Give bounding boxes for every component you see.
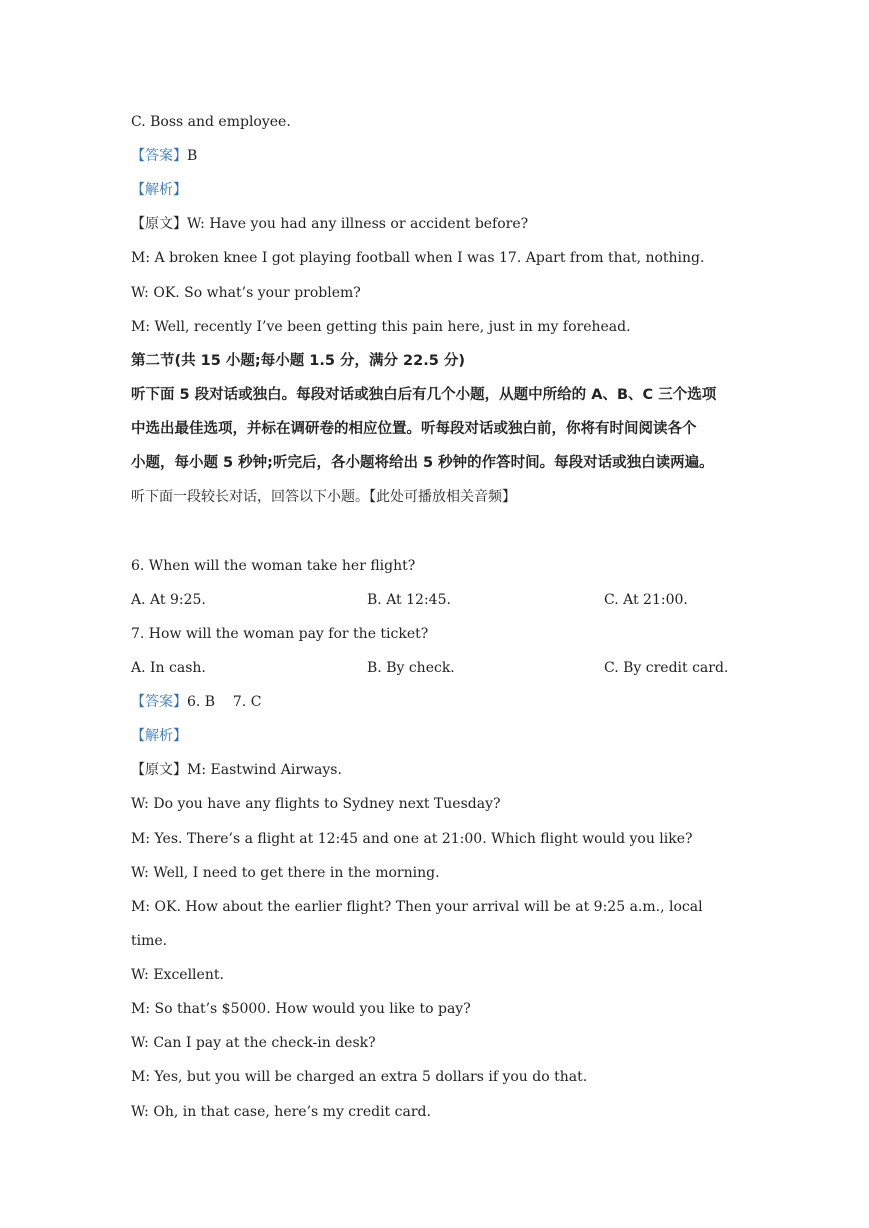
transcript-line: M: Yes. There’s a flight at 12:45 and one at 21:00. Which flight would you like? — [131, 831, 693, 847]
transcript-line-1 — [131, 214, 528, 234]
transcript-line-first — [131, 760, 342, 780]
question-option: B. At 12:45. — [367, 592, 451, 608]
transcript-text: M: Eastwind Airways. — [187, 762, 342, 778]
transcript-label: 【原文】 — [131, 216, 187, 232]
transcript-line: M: OK. How about the earlier flight? Then your arrival will be at 9:25 a.m., local — [131, 899, 703, 915]
instruction-line: 小题，每小题 5 秒钟;听完后，各小题将给出 5 秒钟的作答时间。每段对话或独白读两遍。 — [131, 455, 714, 471]
transcript-line: W: Oh, in that case, here’s my credit card. — [131, 1104, 431, 1120]
analysis-label: 【解析】 — [131, 182, 187, 198]
transcript-line: M: A broken knee I got playing football when I was 17. Apart from that, nothing. — [131, 250, 705, 266]
transcript-text: W: Have you had any illness or accident before? — [187, 216, 529, 232]
question-option: C. By credit card. — [604, 660, 729, 676]
instruction-note: 听下面一段较长对话，回答以下小题。【此处可播放相关音频】 — [131, 489, 516, 505]
question-option: A. At 9:25. — [131, 592, 206, 608]
answer-line-2 — [131, 692, 261, 712]
answer-label: 【答案】 — [131, 694, 187, 710]
instruction-line: 中选出最佳选项，并标在调研卷的相应位置。听每段对话或独白前，你将有时间阅读各个 — [131, 421, 697, 437]
transcript-line: M: Well, recently I’ve been getting this pain here, just in my forehead. — [131, 319, 631, 335]
question-stem: 7. How will the woman pay for the ticket? — [131, 626, 429, 642]
instruction-line: 听下面 5 段对话或独白。每段对话或独白后有几个小题，从题中所给的 A、B、C 三个选项 — [131, 387, 717, 403]
transcript-line: time. — [131, 933, 168, 949]
question-option: B. By check. — [367, 660, 455, 676]
answer-line-1 — [131, 146, 197, 166]
answer-label: 【答案】 — [131, 148, 187, 164]
analysis-label: 【解析】 — [131, 728, 187, 744]
transcript-line: W: Do you have any flights to Sydney next Tuesday? — [131, 796, 501, 812]
answer-value: 6. B 7. C — [187, 694, 262, 710]
question-option: A. In cash. — [131, 660, 206, 676]
transcript-line: W: Can I pay at the check-in desk? — [131, 1035, 376, 1051]
transcript-label: 【原文】 — [131, 762, 187, 778]
question-stem: 6. When will the woman take her flight? — [131, 558, 416, 574]
answer-value: B — [187, 148, 198, 164]
question-option: C. At 21:00. — [604, 592, 688, 608]
option-c-text: C. Boss and employee. — [131, 114, 291, 130]
transcript-line: M: Yes, but you will be charged an extra 5 dollars if you do that. — [131, 1069, 588, 1085]
transcript-line: W: Well, I need to get there in the morning. — [131, 865, 440, 881]
transcript-line: W: OK. So what’s your problem? — [131, 285, 361, 301]
transcript-line: W: Excellent. — [131, 967, 224, 983]
section-heading: 第二节(共 15 小题;每小题 1.5 分，满分 22.5 分) — [131, 353, 465, 369]
transcript-line: M: So that’s $5000. How would you like to pay? — [131, 1001, 471, 1017]
